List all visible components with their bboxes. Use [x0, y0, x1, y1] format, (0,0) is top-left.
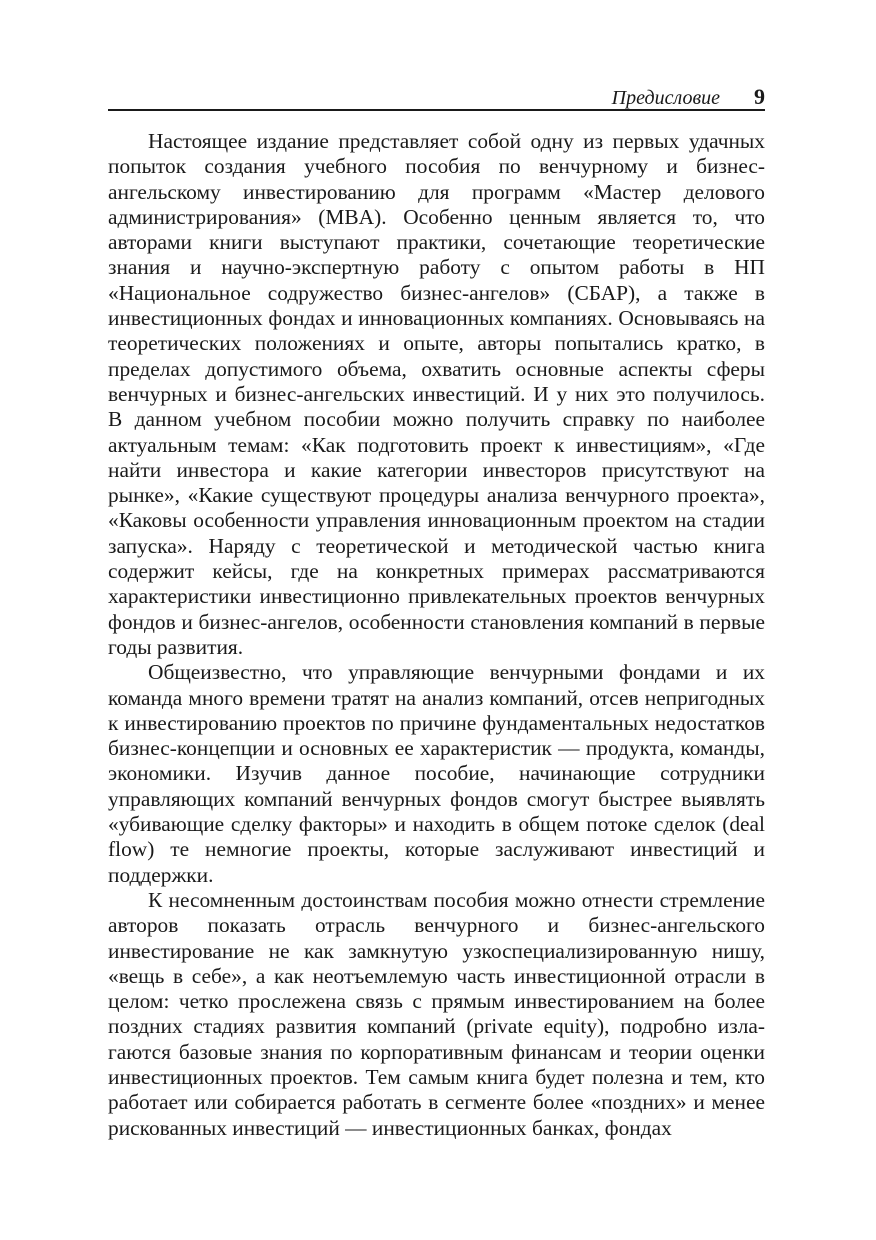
section-title: Предисловие — [611, 87, 720, 109]
paragraph: К несомненным достоинствам пособия можно отнести стремление авторов показать отрасль венчурного и бизнес-ангельского инвестирование не как замкнутую узкоспециализированную нишу, «вещь в себе», а как неотъемлемую часть инвестиционной отрасли в целом: четко прослежена связь с прямым инвестированием на более поздних стадиях развития компаний (private equity), подробно излагаются базовые знания по корпоративным финансам и теории оценки инвестиционных проектов. Тем самым книга будет полезна и тем, кто работает или собирается работать в сегменте более «поздних» и менее рискованных инвестиций — инвестиционных банках, фондах — [108, 887, 765, 1140]
body-text — [108, 129, 765, 1141]
book-page — [108, 84, 765, 1141]
running-header — [108, 84, 765, 111]
page-number: 9 — [754, 84, 765, 109]
paragraph: Настоящее издание представляет собой одну из первых удачных попыток создания учебного пособия по венчурному и бизнес-ангельскому инвестированию для программ «Мастер делового администрирования» (MBA). Особенно ценным является то, что авторами книги выступают практики, сочетающие теоретические знания и научно-экспертную работу с опытом работы в НП «Национальное содружество бизнес-ангелов» (СБАР), а также в инвестиционных фондах и инновационных компаниях. Основываясь на теоретических положениях и опыте, авторы попытались кратко, в пределах допустимого объема, охватить основные аспекты сферы венчурных и бизнес-ангельских инвестиций. И у них это получилось. В данном учебном пособии можно получить справку по наиболее актуальным темам: «Как подготовить проект к инвестициям», «Где найти инвестора и какие категории инвесторов присутствуют на рынке», «Какие существуют процедуры анализа венчурного проекта», «Каковы особенности управления инновационным проектом на стадии запуска». Наряду с теоретической и методической частью книга содержит кейсы, где на конкретных примерах рассматриваются характеристики инвестиционно привлекательных проектов венчурных фондов и бизнес-ангелов, особенности становления компаний в первые годы развития. — [108, 129, 765, 659]
paragraph: Общеизвестно, что управляющие венчурными фондами и их команда много времени тратят на анализ компаний, отсев непригодных к инвестированию проектов по причине фундаментальных недостатков бизнес-концепции и основных ее характеристик — продукта, команды, экономики. Изучив данное пособие, начинающие сотрудники управляющих компаний венчурных фондов смогут быстрее выявлять «убивающие сделку факторы» и находить в общем потоке сделок (deal flow) те немногие проекты, которые заслуживают инвестиций и поддержки. — [108, 660, 765, 887]
